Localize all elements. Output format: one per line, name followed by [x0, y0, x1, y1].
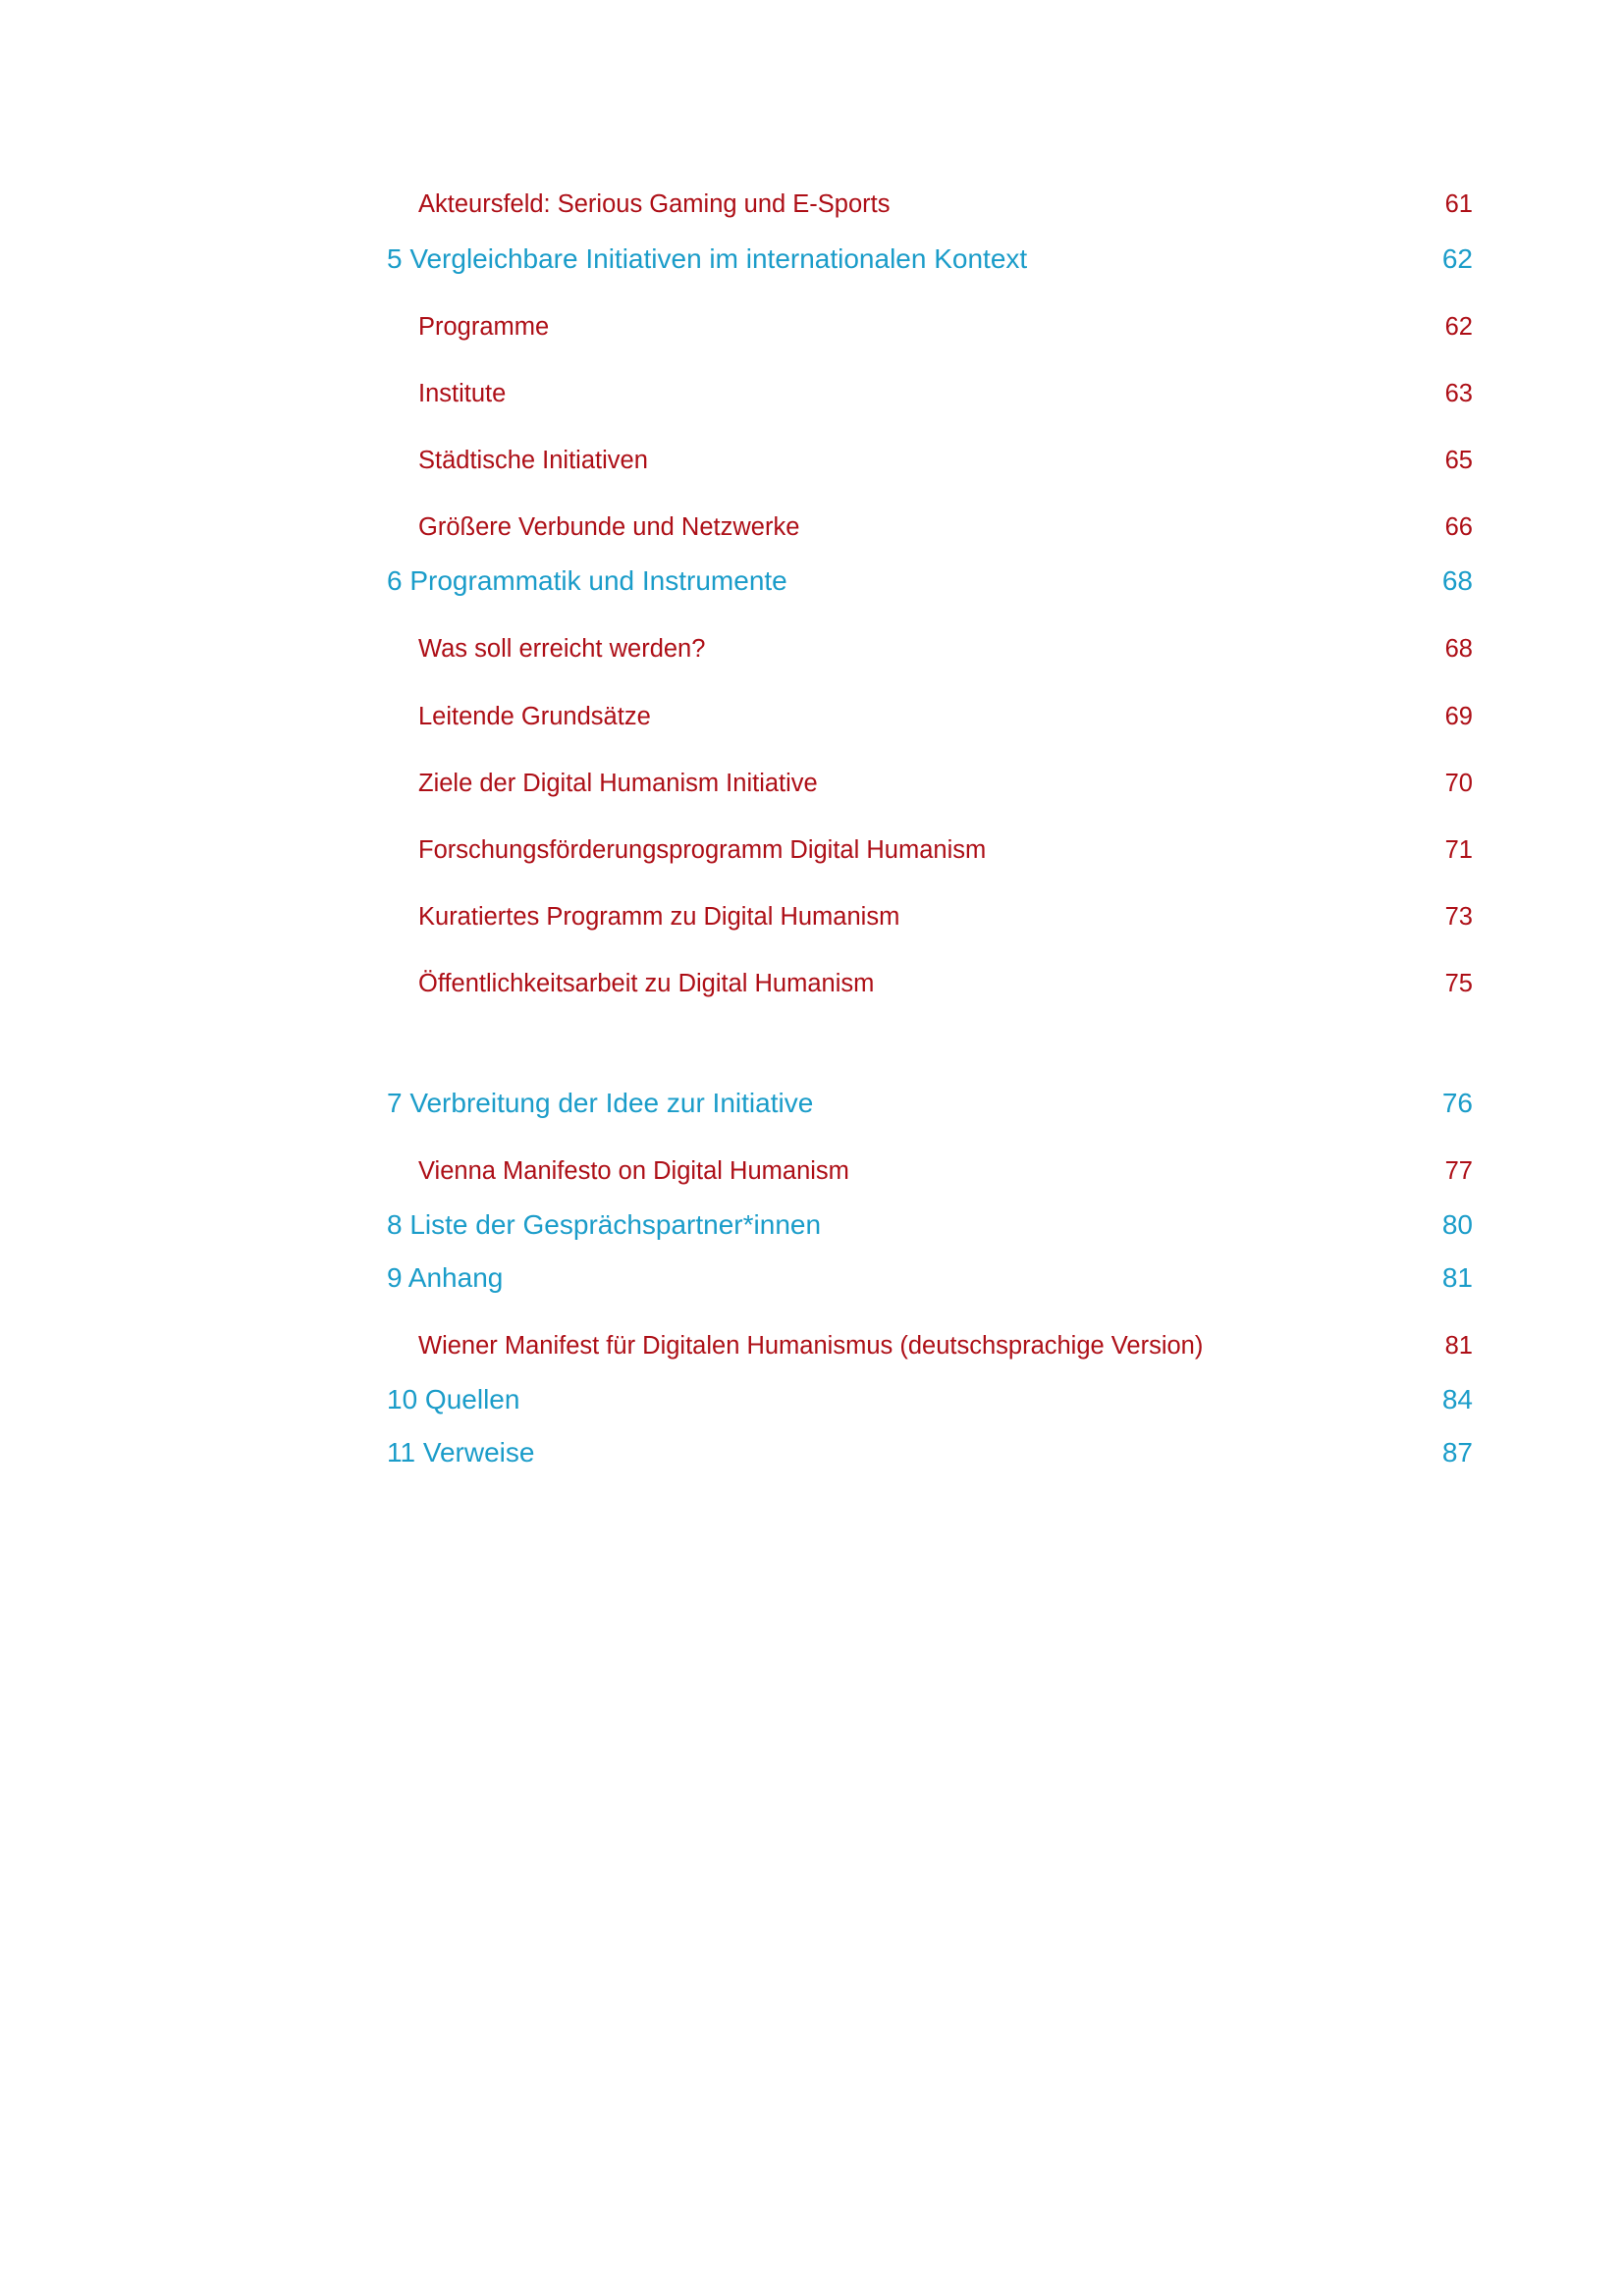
toc-page-number: 65: [1444, 447, 1473, 474]
toc-section-wiener-manifest[interactable]: [387, 1332, 1473, 1361]
toc-section-verbunde-netzwerke[interactable]: [387, 513, 1473, 542]
toc-entry-title: Akteursfeld: Serious Gaming und E-Sports: [418, 190, 891, 218]
toc-entry-title: Öffentlichkeitsarbeit zu Digital Humanism: [418, 970, 875, 997]
toc-section-kuratiertes-programm[interactable]: [387, 903, 1473, 932]
toc-page-number: 81: [1444, 1332, 1473, 1360]
toc-entry-title: 5 Vergleichbare Initiativen im internationalen Kontext: [387, 243, 1028, 274]
toc-entry-title: Institute: [418, 380, 507, 407]
toc-entry-title: Städtische Initiativen: [418, 447, 648, 474]
toc-page-number: 63: [1444, 380, 1473, 407]
toc-page-number: 76: [1441, 1088, 1473, 1118]
toc-chapter-10[interactable]: [387, 1384, 1473, 1415]
toc-entry-title: Größere Verbunde und Netzwerke: [418, 513, 800, 541]
toc-section-staedtische-initiativen[interactable]: [387, 447, 1473, 475]
toc-page-number: 70: [1444, 770, 1473, 797]
toc-entry-title: 6 Programmatik und Instrumente: [387, 565, 787, 596]
toc-section-leitende-grundsaetze[interactable]: [387, 703, 1473, 731]
toc-entry-title: Forschungsförderungsprogramm Digital Humanism: [418, 836, 987, 864]
toc-entry-title: 9 Anhang: [387, 1262, 504, 1293]
toc-entry-title: 11 Verweise: [387, 1437, 535, 1468]
toc-page-number: 87: [1441, 1437, 1473, 1468]
toc-chapter-5[interactable]: [387, 243, 1473, 275]
toc-page-number: 68: [1444, 635, 1473, 663]
toc-page-number: 75: [1444, 970, 1473, 997]
toc-section-vienna-manifesto[interactable]: [387, 1157, 1473, 1186]
toc-page-number: 62: [1444, 313, 1473, 341]
toc-page-number: 66: [1444, 513, 1473, 541]
toc-chapter-11[interactable]: [387, 1437, 1473, 1468]
toc-entry-title: Ziele der Digital Humanism Initiative: [418, 770, 818, 797]
toc-page-number: 80: [1441, 1209, 1473, 1240]
toc-entry-title: Was soll erreicht werden?: [418, 635, 706, 663]
toc-chapter-7[interactable]: [387, 1088, 1473, 1119]
toc-entry-title: Wiener Manifest für Digitalen Humanismus (deutschsprachige Version): [418, 1332, 1204, 1360]
toc-section-institute[interactable]: [387, 380, 1473, 408]
toc-chapter-8[interactable]: [387, 1209, 1473, 1241]
toc-chapter-9[interactable]: [387, 1262, 1473, 1294]
toc-page-number: 71: [1444, 836, 1473, 864]
toc-entry-title: Programme: [418, 313, 550, 341]
toc-chapter-6[interactable]: [387, 565, 1473, 597]
toc-section-programme[interactable]: [387, 313, 1473, 342]
toc-page-number: 73: [1444, 903, 1473, 931]
toc-section-serious-gaming[interactable]: [387, 190, 1473, 219]
toc-entry-title: Leitende Grundsätze: [418, 703, 651, 730]
toc-page-number: 81: [1441, 1262, 1473, 1293]
toc-page-number: 62: [1441, 243, 1473, 274]
toc-section-forschungsfoerderung[interactable]: [387, 836, 1473, 865]
toc-section-ziele[interactable]: [387, 770, 1473, 798]
toc-page-number: 77: [1444, 1157, 1473, 1185]
toc-section-oeffentlichkeitsarbeit[interactable]: [387, 970, 1473, 998]
toc-entry-title: Vienna Manifesto on Digital Humanism: [418, 1157, 849, 1185]
toc-section-was-soll-erreicht-werden[interactable]: [387, 635, 1473, 664]
toc-page-number: 68: [1441, 565, 1473, 596]
toc-page-number: 84: [1441, 1384, 1473, 1415]
toc-page-number: 69: [1444, 703, 1473, 730]
toc-page-number: 61: [1444, 190, 1473, 218]
toc-entry-title: Kuratiertes Programm zu Digital Humanism: [418, 903, 900, 931]
toc-entry-title: 7 Verbreitung der Idee zur Initiative: [387, 1088, 814, 1118]
toc-entry-title: 10 Quellen: [387, 1384, 520, 1415]
toc-entry-title: 8 Liste der Gesprächspartner*innen: [387, 1209, 822, 1240]
